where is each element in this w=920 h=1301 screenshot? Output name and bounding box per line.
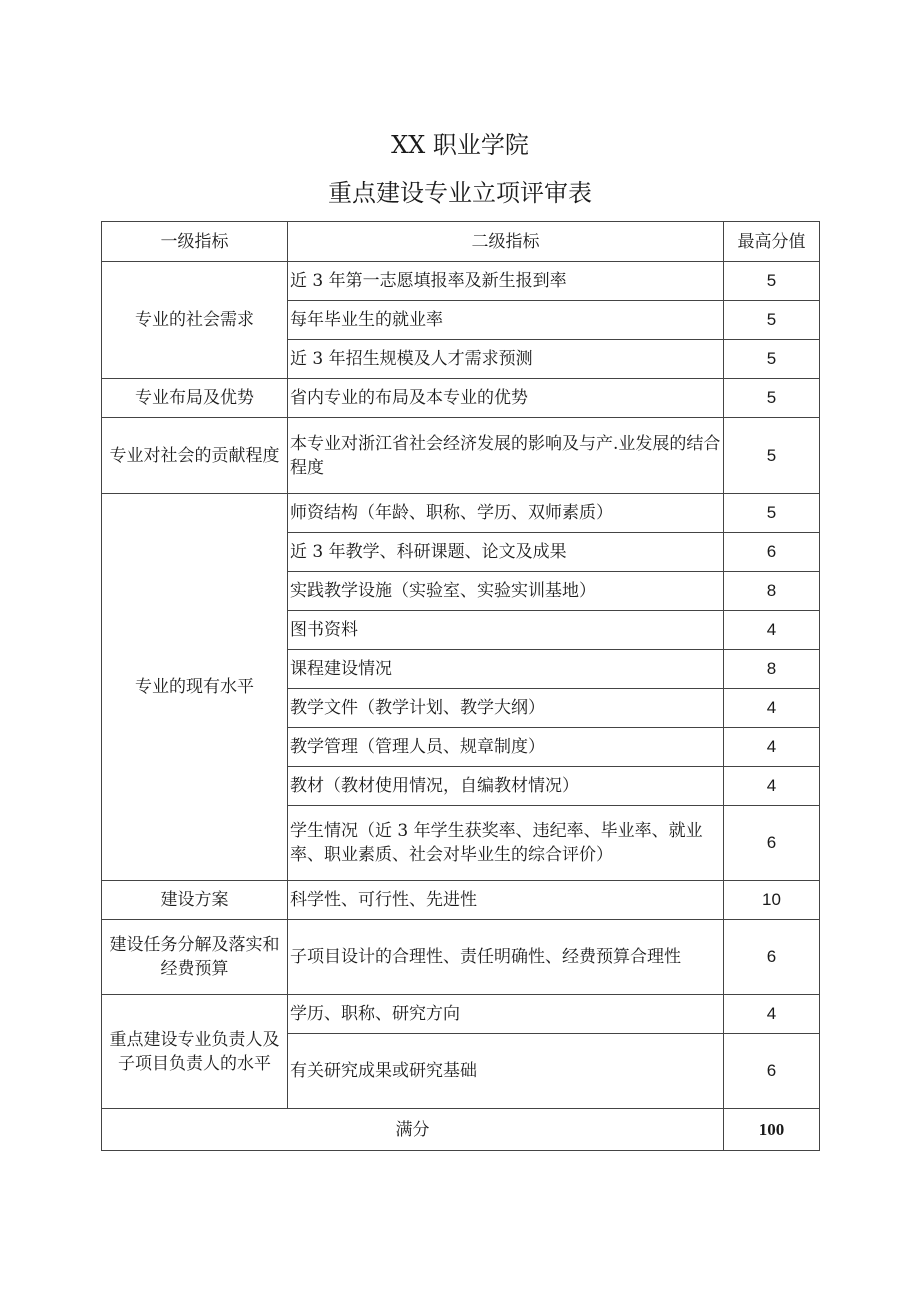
- table-row: [102, 881, 820, 920]
- score-cell: 8: [724, 650, 820, 689]
- score-cell: 4: [724, 995, 820, 1034]
- level1-cell: 建设方案: [102, 881, 288, 920]
- table-row: [102, 494, 820, 533]
- level2-cell: 教材（教材使用情况，自编教材情况）: [288, 767, 724, 806]
- total-value: 100: [724, 1109, 820, 1151]
- column-header-max: 最高分值: [724, 222, 820, 262]
- level2-cell: 图书资料: [288, 611, 724, 650]
- level2-cell: 本专业对浙江省社会经济发展的影响及与产.业发展的结合程度: [288, 418, 724, 494]
- level2-cell: 教学管理（管理人员、规章制度）: [288, 728, 724, 767]
- score-cell: 5: [724, 262, 820, 301]
- score-cell: 4: [724, 689, 820, 728]
- score-cell: 5: [724, 379, 820, 418]
- page-title: 重点建设专业立项评审表: [328, 179, 592, 207]
- level2-cell: 科学性、可行性、先进性: [288, 881, 724, 920]
- level2-cell: 实践教学设施（实验室、实验实训基地）: [288, 572, 724, 611]
- score-cell: 8: [724, 572, 820, 611]
- level2-cell: 每年毕业生的就业率: [288, 301, 724, 340]
- level2-cell: 课程建设情况: [288, 650, 724, 689]
- score-cell: 4: [724, 767, 820, 806]
- level2-cell: 近 3 年招生规模及人才需求预测: [288, 340, 724, 379]
- score-cell: 4: [724, 611, 820, 650]
- score-cell: 6: [724, 920, 820, 995]
- table-row: [102, 920, 820, 995]
- table-row: [102, 995, 820, 1034]
- level2-cell: 学生情况（近 3 年学生获奖率、违纪率、毕业率、就业率、职业素质、社会对毕业生的综合评价）: [288, 806, 724, 881]
- table-row: [102, 379, 820, 418]
- table-row: [102, 262, 820, 301]
- level1-cell: 专业布局及优势: [102, 379, 288, 418]
- level1-cell: 专业的现有水平: [102, 494, 288, 881]
- header-row: [102, 222, 820, 262]
- score-cell: 6: [724, 806, 820, 881]
- score-cell: 4: [724, 728, 820, 767]
- level1-cell: 专业的社会需求: [102, 262, 288, 379]
- column-header-level1: 一级指标: [102, 222, 288, 262]
- score-cell: 5: [724, 494, 820, 533]
- score-cell: 5: [724, 340, 820, 379]
- table-row: [102, 418, 820, 494]
- level2-cell: 子项目设计的合理性、责任明确性、经费预算合理性: [288, 920, 724, 995]
- score-cell: 5: [724, 301, 820, 340]
- evaluation-table: [101, 221, 820, 1151]
- level1-cell: 重点建设专业负责人及子项目负责人的水平: [102, 995, 288, 1109]
- level2-cell: 近 3 年第一志愿填报率及新生报到率: [288, 262, 724, 301]
- score-cell: 10: [724, 881, 820, 920]
- level2-cell: 教学文件（教学计划、教学大纲）: [288, 689, 724, 728]
- total-label: 满分: [102, 1109, 724, 1151]
- score-cell: 6: [724, 1034, 820, 1109]
- level1-cell: 建设任务分解及落实和经费预算: [102, 920, 288, 995]
- level2-cell: 省内专业的布局及本专业的优势: [288, 379, 724, 418]
- score-cell: 6: [724, 533, 820, 572]
- total-row: [102, 1109, 820, 1151]
- level2-cell: 近 3 年教学、科研课题、论文及成果: [288, 533, 724, 572]
- level2-cell: 学历、职称、研究方向: [288, 995, 724, 1034]
- level1-cell: 专业对社会的贡献程度: [102, 418, 288, 494]
- school-name: XX 职业学院: [391, 131, 529, 159]
- score-cell: 5: [724, 418, 820, 494]
- level2-cell: 有关研究成果或研究基础: [288, 1034, 724, 1109]
- level2-cell: 师资结构（年龄、职称、学历、双师素质）: [288, 494, 724, 533]
- column-header-level2: 二级指标: [288, 222, 724, 262]
